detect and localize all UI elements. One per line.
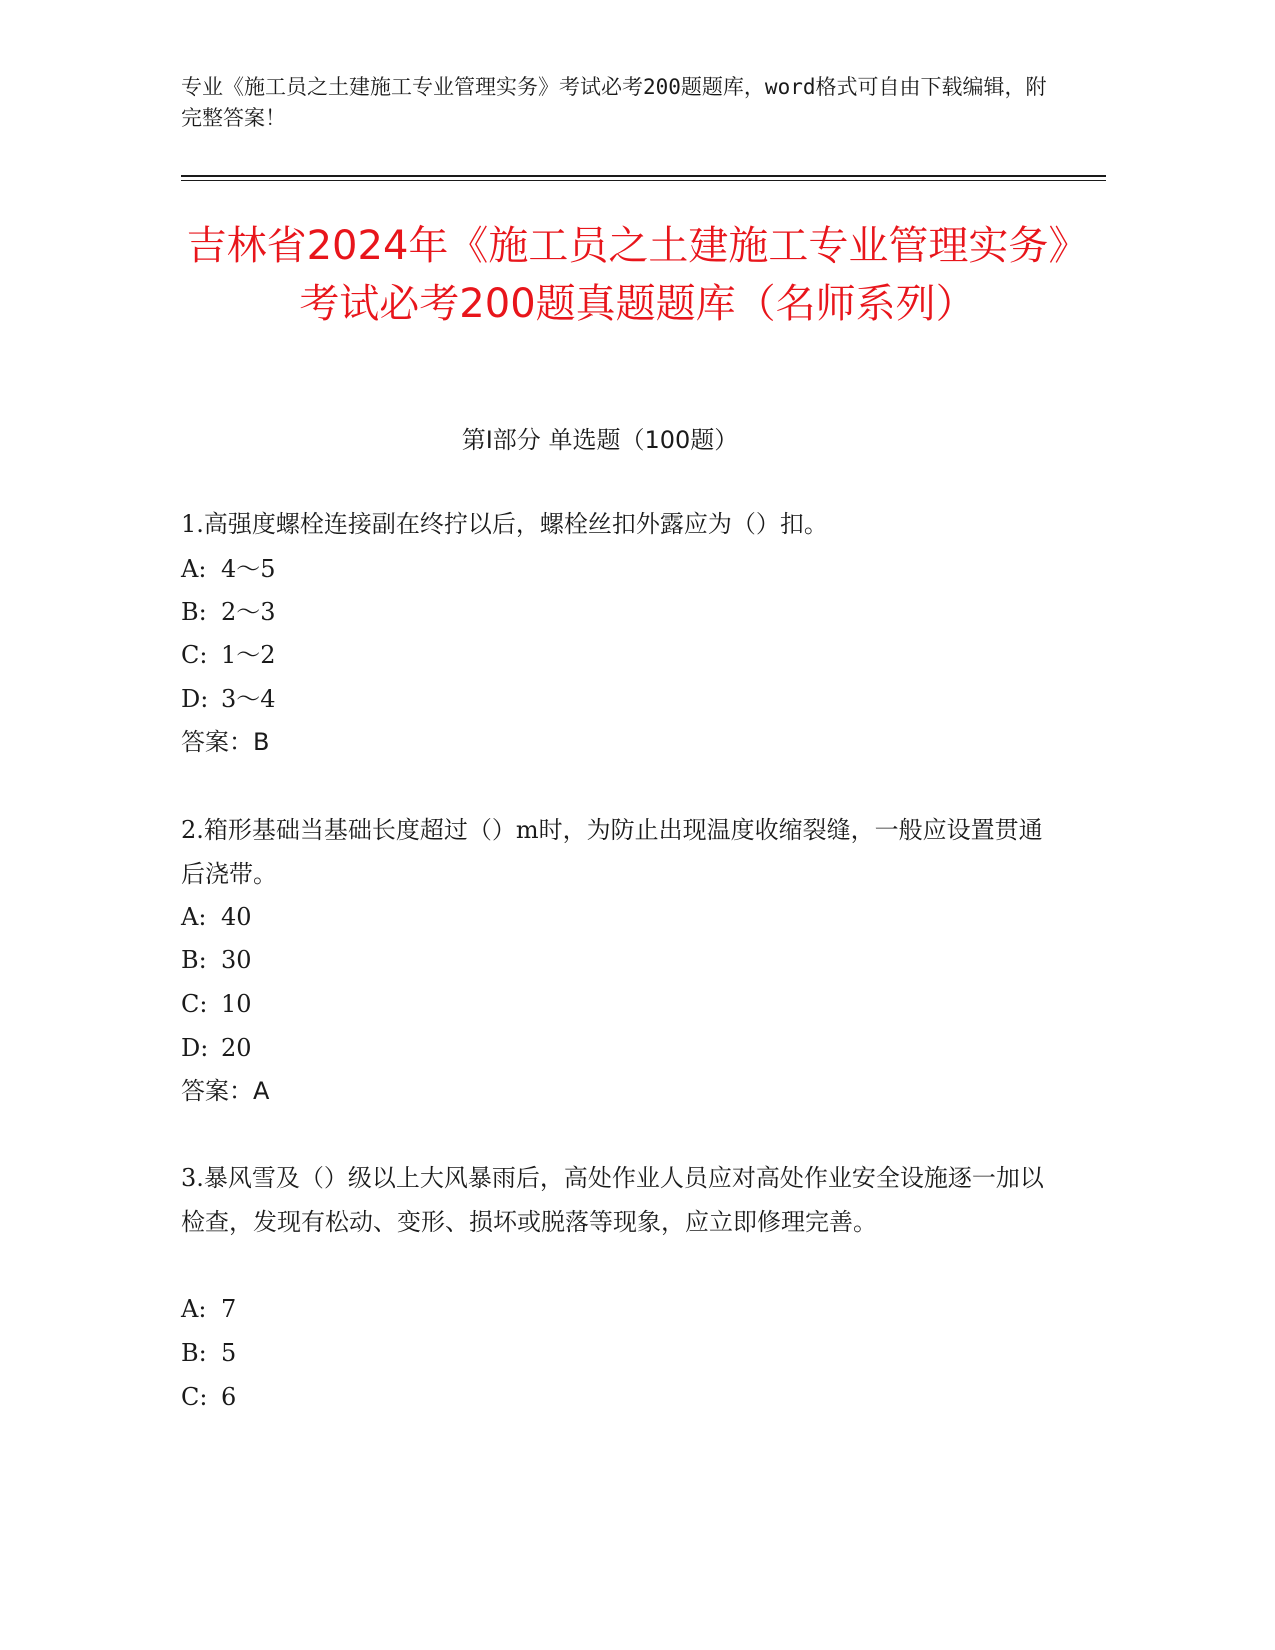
document-title: 吉林省2024年《施工员之土建施工专业管理实务》考试必考200题真题题库（名师系列） <box>186 223 1089 327</box>
option-value: 7 <box>221 1295 237 1323</box>
option-value: 1～2 <box>221 641 276 669</box>
option-value: 6 <box>221 1383 237 1411</box>
option-label: C: <box>181 641 208 669</box>
option-value: 20 <box>221 1034 252 1062</box>
question-2-option-d <box>181 1033 252 1063</box>
section-title: 第Ⅰ部分 单选题（100题） <box>461 426 739 454</box>
option-label: B: <box>181 598 207 626</box>
option-label: A: <box>181 555 207 583</box>
question-2-option-c <box>181 989 252 1019</box>
option-value: 3～4 <box>221 685 276 713</box>
header-divider-thick <box>181 175 1106 177</box>
question-1-text: 1.高强度螺栓连接副在终拧以后，螺栓丝扣外露应为（）扣。 <box>181 510 828 538</box>
option-value: 10 <box>221 990 252 1018</box>
question-1-option-c <box>181 640 276 670</box>
option-label: D: <box>181 1034 209 1062</box>
option-label: C: <box>181 990 208 1018</box>
question-1-answer: 答案：B <box>181 728 270 756</box>
option-value: 5 <box>221 1339 237 1367</box>
question-2-answer: 答案：A <box>181 1077 270 1105</box>
question-3-option-c <box>181 1382 236 1412</box>
header-divider-thin <box>181 180 1106 181</box>
question-1-option-d <box>181 684 276 714</box>
question-3-option-a <box>181 1294 236 1324</box>
option-value: 30 <box>221 946 252 974</box>
question-2-option-b <box>181 945 252 975</box>
option-label: B: <box>181 946 207 974</box>
question-1-option-a <box>181 554 276 584</box>
question-2-text: 2.箱形基础当基础长度超过（）m时，为防止出现温度收缩裂缝，一般应设置贯通后浇带。 <box>181 816 1043 888</box>
question-3-text: 3.暴风雪及（）级以上大风暴雨后，高处作业人员应对高处作业安全设施逐一加以检查，发现有松动、变形、损坏或脱落等现象，应立即修理完善。 <box>181 1164 1044 1236</box>
option-label: A: <box>181 1295 207 1323</box>
option-value: 40 <box>221 903 252 931</box>
option-label: A: <box>181 903 207 931</box>
header-note: 专业《施工员之土建施工专业管理实务》考试必考200题题库，word格式可自由下载编辑，附完整答案！ <box>181 75 1047 130</box>
question-3-option-b <box>181 1338 236 1368</box>
option-value: 4～5 <box>221 555 276 583</box>
option-label: B: <box>181 1339 207 1367</box>
question-1-option-b <box>181 597 276 627</box>
option-label: D: <box>181 685 209 713</box>
option-value: 2～3 <box>221 598 276 626</box>
option-label: C: <box>181 1383 208 1411</box>
question-2-option-a <box>181 902 252 932</box>
